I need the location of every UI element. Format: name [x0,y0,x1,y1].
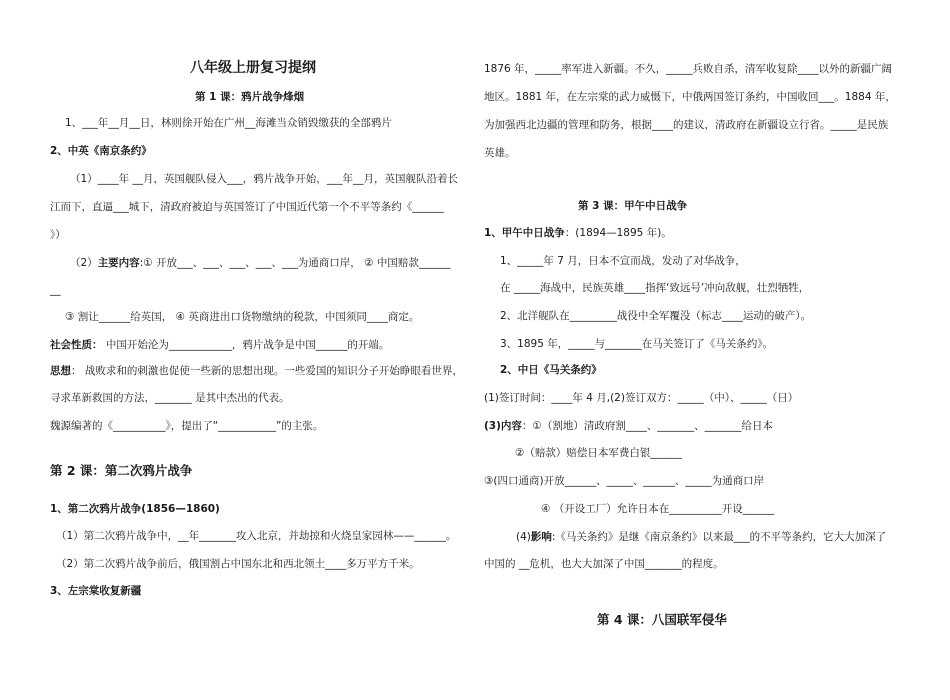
lesson3-s6-label: 影响 [530,531,552,543]
lesson1-item2-heading: 2、中英《南京条约》 [50,145,152,157]
lesson3-s4: ③(四口通商)开放______、_____、______、_____为通商口岸 [484,475,765,487]
lesson1-p1-line3: 》） [50,229,66,241]
lesson3-item1-heading: 1、甲午中日战争 [484,227,565,239]
lesson1-p2-label: 主要内容 [97,257,140,269]
lesson3-s3: ②（赔款）赔偿日本军费白银______ [515,447,682,459]
lesson1-nature-text: 中国开始沦为____________，鸦片战争是中国______的开端。 [102,339,390,351]
lesson3-l2: 在 _____海战中，民族英雄____指挥‘致远号’冲向敌舰，壮烈牺牲， [500,282,810,294]
lesson1-wei-yuan: 魏源编著的《__________》，提出了“___________”的主张。 [50,420,324,432]
xinjiang-line3: 为加强西北边疆的管理和防务，根据____的建议，清政府在新疆设立行省。_____是民族 [484,119,889,131]
document-title: 八年级上册复习提纲 [190,60,316,76]
lesson3-l4: 3、1895 年，_____与_______在马关签订了《马关条约》。 [500,338,773,350]
lesson1-item1: 1、___年__月__日，林则徐开始在广州__海滩当众销毁缴获的全部鸦片 [65,117,392,129]
xinjiang-line4: 英雄。 [484,147,516,159]
lesson2-line1: （1）第二次鸦片战争中，__年_______攻入北京，并劫掠和火烧皇家园林——______。 [56,530,457,542]
lesson3-s5: ④ （开设工厂）允许日本在__________开设______ [541,503,775,515]
lesson3-item2-heading: 2、中日《马关条约》 [500,364,602,376]
lesson3-s1: (1)签订时间：____年 4 月,(2)签订双方：_____（中）、_____（日） [484,392,799,404]
lesson1-p2-prefix: （2） [70,257,98,269]
lesson1-thought [50,364,463,378]
lesson3-s6-prefix: (4) [516,531,531,543]
lesson3-heading: 第 3 课：甲午中日战争 [578,200,688,212]
lesson2-item1-heading: 1、第二次鸦片战争(1856—1860) [50,503,220,515]
lesson1-nature-label: 社会性质： [50,339,103,351]
lesson2-item3-heading: 3、左宗棠收复新疆 [50,585,142,597]
xinjiang-line1: 1876 年，_____率军进入新疆。不久，_____兵败自杀，清军收复除____以外的新疆广阔 [484,63,893,75]
lesson1-thought-text: ： 战败求和的刺激也促使一些新的思想出现。一些爱国的知识分子开始睁眼看世界， [71,365,463,377]
lesson1-p1-line1: （1）____年 __月，英国舰队侵入___，鸦片战争开始，___年__月，英国舰队沿着长 [70,173,459,185]
lesson3-s2-label: (3)内容 [484,420,522,432]
lesson3-item1 [484,226,672,240]
lesson1-p2-line1 [70,256,450,270]
lesson2-line2: （2）第二次鸦片战争前后，俄国割占中国东北和西北领土____多万平方千米。 [56,558,420,570]
lesson3-s2-text: ：①（割地）清政府割____、_______、_______给日本 [521,420,773,432]
lesson1-p2-line3: ③ 割让______给英国， ④ 英商进出口货物缴纳的税款，中国须同____商定。 [65,311,420,323]
lesson1-thought-label: 思想 [50,365,71,377]
lesson3-s2 [484,419,773,433]
lesson1-nature [50,338,389,352]
lesson1-heading: 第 1 课：鸦片战争烽烟 [195,91,305,103]
lesson3-l3: 2、北洋舰队在_________战役中全军覆没（标志____运动的破产）。 [500,310,812,322]
lesson3-s6-text: :《马关条约》是继《南京条约》以来最___的不平等条约，它大大加深了 [551,531,887,543]
lesson1-thought-line2: 寻求革新救国的方法，_______ 是其中杰出的代表。 [50,392,290,404]
lesson1-p2-line2: __ [50,284,61,296]
lesson1-p2-text: :① 开放___、___、___、___、___为通商口岸， ② 中国赔款______ [139,257,451,269]
lesson1-p1-line2: 江而下，直逼___城下，清政府被迫与英国签订了中国近代第一个不平等条约《______ [50,201,444,213]
lesson2-heading: 第 2 课：第二次鸦片战争 [50,463,193,478]
lesson3-s6-line2: 中国的 __危机，也大大加深了中国_______的程度。 [484,558,724,570]
lesson3-item1-years: ：(1894—1895 年)。 [564,227,672,239]
lesson4-heading: 第 4 课：八国联军侵华 [597,612,727,627]
lesson3-l1: 1、_____年 7 月，日本不宣而战，发动了对华战争， [500,255,746,267]
xinjiang-line2: 地区。1881 年，在左宗棠的武力威慑下，中俄两国签订条约，中国收回___。1884 年， [484,91,896,103]
lesson3-s6 [516,530,886,544]
